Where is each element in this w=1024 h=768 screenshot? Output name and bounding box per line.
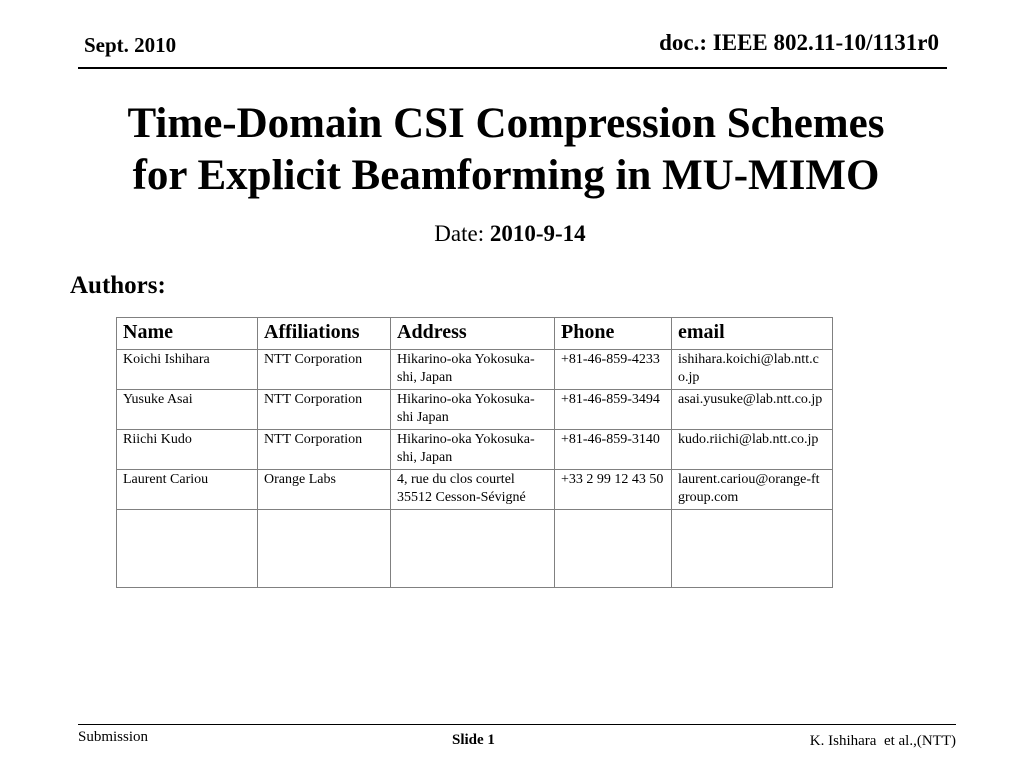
header-affiliations: Affiliations [258, 318, 391, 350]
footer-rule [78, 724, 956, 725]
table-row [117, 350, 833, 390]
cell-phone: +33 2 99 12 43 50 [555, 470, 672, 510]
cell-affiliation: NTT Corporation [258, 350, 391, 390]
date-label: Date: [434, 221, 490, 246]
cell-email: ishihara.koichi@lab.ntt.co.jp [672, 350, 833, 390]
cell-name: Riichi Kudo [117, 430, 258, 470]
cell-address [391, 510, 555, 588]
cell-address: Hikarino-oka Yokosuka-shi, Japan [391, 430, 555, 470]
table-row [117, 390, 833, 430]
cell-address: Hikarino-oka Yokosuka-shi Japan [391, 390, 555, 430]
date-value: 2010-9-14 [489, 221, 586, 246]
cell-phone: +81-46-859-3494 [555, 390, 672, 430]
table-row [117, 470, 833, 510]
title-line-2: for Explicit Beamforming in MU-MIMO [132, 152, 880, 199]
slide-title [0, 98, 1012, 202]
authors-table [116, 317, 833, 588]
footer-authors: K. Ishihara et al.,(NTT) [809, 733, 956, 749]
footer-submission: Submission [78, 729, 149, 745]
cell-affiliation: Orange Labs [258, 470, 391, 510]
authors-label: Authors: [70, 272, 166, 299]
cell-phone [555, 510, 672, 588]
cell-affiliation [258, 510, 391, 588]
cell-address: 4, rue du clos courtel 35512 Cesson-Sévigné [391, 470, 555, 510]
header-name: Name [117, 318, 258, 350]
cell-phone: +81-46-859-4233 [555, 350, 672, 390]
header-rule [78, 67, 947, 69]
title-line-1: Time-Domain CSI Compression Schemes [127, 100, 885, 147]
header-address: Address [391, 318, 555, 350]
cell-email: kudo.riichi@lab.ntt.co.jp [672, 430, 833, 470]
table-row [117, 430, 833, 470]
table-row-empty [117, 510, 833, 588]
date-line [0, 221, 1020, 247]
table-header-row [117, 318, 833, 350]
cell-email: asai.yusuke@lab.ntt.co.jp [672, 390, 833, 430]
cell-email [672, 510, 833, 588]
cell-name: Koichi Ishihara [117, 350, 258, 390]
cell-name: Laurent Cariou [117, 470, 258, 510]
cell-email: laurent.cariou@orange-ftgroup.com [672, 470, 833, 510]
cell-affiliation: NTT Corporation [258, 430, 391, 470]
cell-affiliation: NTT Corporation [258, 390, 391, 430]
header-phone: Phone [555, 318, 672, 350]
header-doc-id: doc.: IEEE 802.11-10/1131r0 [659, 30, 939, 55]
header-email: email [672, 318, 833, 350]
cell-address: Hikarino-oka Yokosuka-shi, Japan [391, 350, 555, 390]
cell-phone: +81-46-859-3140 [555, 430, 672, 470]
header-date: Sept. 2010 [84, 33, 177, 57]
footer-slide-number: Slide 1 [452, 732, 495, 748]
cell-name [117, 510, 258, 588]
cell-name: Yusuke Asai [117, 390, 258, 430]
